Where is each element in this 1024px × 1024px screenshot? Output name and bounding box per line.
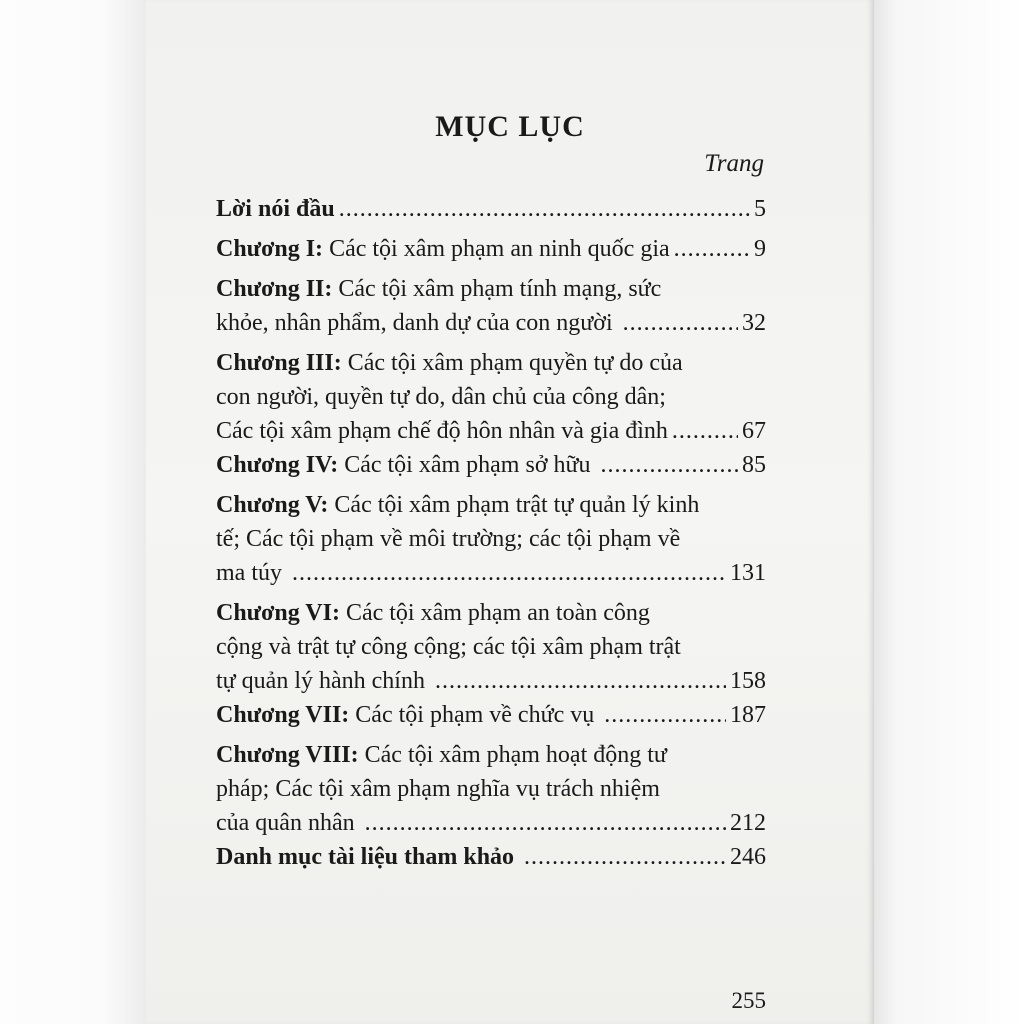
toc-entry-chapter-5[interactable]	[216, 488, 766, 590]
toc-entry-text	[514, 840, 520, 874]
toc-entry-chapter-6[interactable]	[216, 596, 766, 698]
toc-entry-text: tự quản lý hành chính	[216, 668, 431, 694]
toc-entry-label: Danh mục tài liệu tham khảo	[216, 844, 515, 870]
toc-entry-text: Các tội xâm phạm sở hữu	[338, 452, 597, 478]
toc-entry-label: Chương I:	[216, 236, 324, 262]
leader-dots	[524, 840, 726, 874]
toc-entry-label: Chương VIII:	[216, 742, 359, 768]
toc-entry-label: Chương V:	[216, 492, 329, 518]
toc-entry-text: Các tội phạm về chức vụ	[349, 702, 601, 728]
toc-entry-chapter-7[interactable]	[216, 698, 766, 732]
toc-entry-page: 246	[730, 844, 766, 870]
toc-entry-references[interactable]	[216, 840, 766, 874]
background-right	[874, 0, 1024, 1024]
toc-entry-text: Các tội xâm phạm tính mạng, sức	[332, 276, 662, 302]
toc-entry-text: ma túy	[216, 560, 288, 586]
toc-entry-page: 9	[754, 236, 766, 262]
toc-entry-label: Chương III:	[216, 350, 342, 376]
toc-entry-chapter-2[interactable]	[216, 272, 766, 340]
toc-entry-chapter-4[interactable]	[216, 448, 766, 482]
leader-dots	[601, 448, 738, 482]
leader-dots	[339, 192, 750, 226]
toc-entry-label: Chương IV:	[216, 452, 339, 478]
leader-dots	[604, 698, 726, 732]
toc-entry-preface[interactable]	[216, 192, 766, 226]
toc-entry-page: 131	[730, 560, 766, 586]
page-title: MỤC LỤC	[435, 110, 585, 143]
toc-entry-label: Lời nói đầu	[216, 196, 335, 222]
toc-entry-text: Các tội xâm phạm chế độ hôn nhân và gia đình	[216, 418, 668, 444]
toc-entry-text: Các tội xâm phạm an ninh quốc gia	[323, 236, 670, 262]
toc-entry-page: 67	[742, 418, 766, 444]
leader-dots	[672, 414, 738, 448]
toc-entry-page: 212	[730, 810, 766, 836]
toc-entry-text: tế; Các tội phạm về môi trường; các tội phạm về	[216, 526, 681, 552]
toc-entry-text: Các tội xâm phạm quyền tự do của	[341, 350, 683, 376]
toc-entry-page: 32	[742, 310, 766, 336]
toc-entry-label: Chương II:	[216, 276, 333, 302]
leader-dots	[674, 232, 750, 266]
toc-entry-label: Chương VI:	[216, 600, 340, 626]
toc-entry-text: Các tội xâm phạm trật tự quản lý kinh	[328, 492, 700, 518]
toc-entry-text: pháp; Các tội xâm phạm nghĩa vụ trách nhiệm	[216, 776, 660, 802]
toc-entry-page: 5	[754, 196, 766, 222]
leader-dots	[435, 664, 726, 698]
leader-dots	[292, 556, 726, 590]
leader-dots	[365, 806, 726, 840]
toc-entry-chapter-8[interactable]	[216, 738, 766, 840]
toc-entry-text: Các tội xâm phạm hoạt động tư	[358, 742, 667, 768]
toc-entry-page: 158	[730, 668, 766, 694]
toc-entry-text: Các tội xâm phạm an toàn công	[339, 600, 650, 626]
toc-entry-text: cộng và trật tự công cộng; các tội xâm phạm trật	[216, 634, 681, 660]
toc-entry-page: 85	[742, 452, 766, 478]
page-column-header: Trang	[704, 150, 764, 177]
background-left	[0, 0, 146, 1024]
toc-entry-chapter-3[interactable]	[216, 346, 766, 448]
toc-entry-text: của quân nhân	[216, 810, 361, 836]
toc-entry-chapter-1[interactable]	[216, 232, 766, 266]
table-of-contents	[216, 192, 766, 874]
toc-entry-page: 187	[730, 702, 766, 728]
leader-dots	[623, 306, 738, 340]
book-page	[146, 0, 874, 1024]
toc-entry-text: khỏe, nhân phẩm, danh dự của con người	[216, 310, 619, 336]
toc-entry-label: Chương VII:	[216, 702, 350, 728]
toc-entry-text: con người, quyền tự do, dân chủ của công dân;	[216, 384, 666, 410]
page-number: 255	[731, 988, 766, 1013]
